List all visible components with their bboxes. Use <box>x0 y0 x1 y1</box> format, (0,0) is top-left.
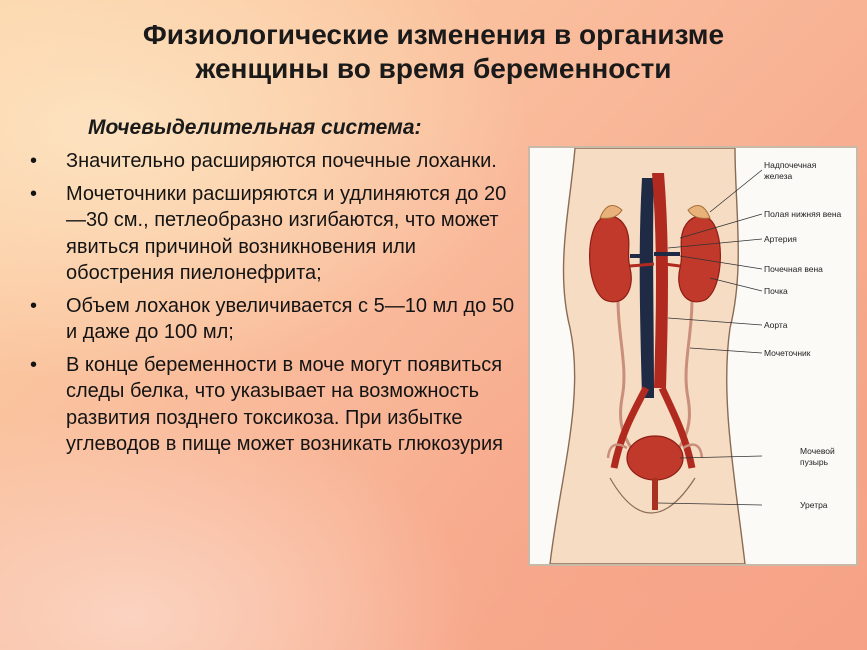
label-bladder-1: Мочевой <box>800 446 835 456</box>
label-bladder-2: пузырь <box>800 457 829 467</box>
label-vena-cava: Полая нижняя вена <box>764 209 842 219</box>
slide-title <box>0 18 867 86</box>
bullet-text: Мочеточники расширяются и удлиняются до 20—30 см., петлеобразно изгибаются, что может явиться причиной возникновения или обострения пиелонефрита; <box>66 182 507 284</box>
bullet-icon: • <box>30 294 38 317</box>
bullet-list <box>28 148 518 464</box>
label-ureter: Мочеточник <box>764 348 811 358</box>
title-line-1: Физиологические изменения в организме <box>142 19 725 50</box>
list-item <box>28 352 518 458</box>
urethra <box>652 478 658 510</box>
bullet-icon: • <box>30 150 38 172</box>
list-item <box>28 148 518 175</box>
bullet-text: В конце беременности в моче могут появиться следы белка, что указывает на возможность развития позднего токсикоза. При избытке углеводов в пище может возникать глюкозурия <box>66 353 503 455</box>
vena-cava <box>640 178 654 398</box>
bladder <box>627 436 683 480</box>
list-item <box>28 293 518 346</box>
renal-artery-right <box>664 264 680 266</box>
section-subtitle: Мочевыделительная система: <box>88 116 422 139</box>
bullet-icon: • <box>30 182 38 205</box>
urinary-system-diagram <box>528 146 858 566</box>
bullet-icon: • <box>30 353 38 376</box>
label-adrenal-2: железа <box>764 171 793 181</box>
anatomy-illustration <box>530 148 856 564</box>
bullet-text: Значительно расширяются почечные лоханки. <box>66 150 497 172</box>
label-urethra: Уретра <box>800 500 828 510</box>
title-line-2: женщины во время беременности <box>195 53 672 84</box>
label-kidney: Почка <box>764 286 788 296</box>
label-artery: Артерия <box>764 234 797 244</box>
left-kidney <box>590 216 632 302</box>
label-adrenal-1: Надпочечная <box>764 160 817 170</box>
renal-artery-left <box>630 264 654 266</box>
bullet-text: Объем лоханок увеличивается с 5—10 мл до 50 и даже до 100 мл; <box>66 294 515 343</box>
label-aorta: Аорта <box>764 320 788 330</box>
list-item <box>28 181 518 287</box>
label-renal-vein: Почечная вена <box>764 264 823 274</box>
